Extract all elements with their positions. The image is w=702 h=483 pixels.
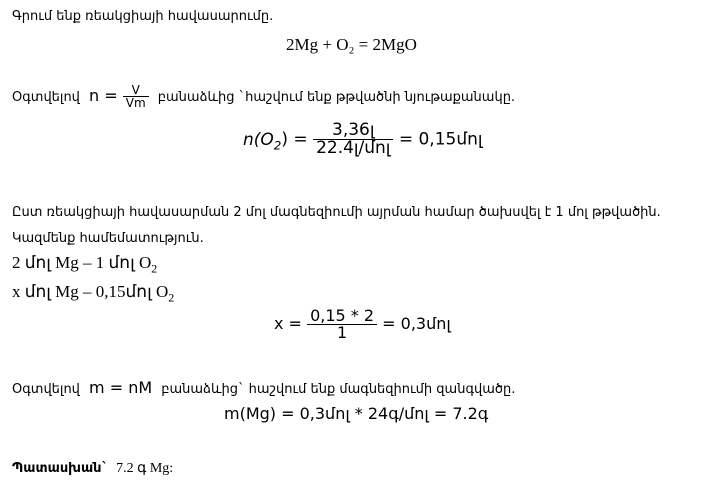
formula-line: [12, 84, 515, 109]
answer-value: 7.2 գ Mg:: [116, 461, 174, 476]
mass-formula: m = nM: [89, 378, 153, 397]
formula-fraction: [123, 84, 149, 109]
n-calc-denominator: 22.4լ/մոլ: [316, 138, 391, 158]
proportion-line-1: 2 մոլ Mg – 1 մոլ $O_2$: [12, 253, 158, 276]
formula-n: n =: [89, 86, 118, 105]
x-calc-lhs: x =: [274, 314, 302, 333]
formula-suffix: բանաձևից `հաշվում ենք թթվածնի նյութաքանակը.: [157, 90, 516, 105]
x-calc-rhs: = 0,3մոլ: [382, 314, 451, 333]
mass-suffix: բանաձևից` հաշվում ենք մագնեզիումի զանգվածը.: [161, 382, 516, 397]
answer-line: [12, 459, 173, 476]
n-calc-lhs-close: ) =: [281, 129, 308, 150]
proportion-line-2: x մոլ Mg – 0,15մոլ $O_2$: [12, 282, 175, 305]
formula-numerator: V: [123, 84, 149, 97]
mass-formula-line: [12, 380, 515, 396]
paragraph-proportion: Կազմենք համեմատություն.: [12, 231, 204, 246]
n-calc-rhs: = 0,15մոլ: [398, 129, 483, 150]
formula-denominator: Vm: [125, 96, 146, 110]
paragraph-ratio: Ըստ ռեակցիայի հավասարման 2 մոլ մագնեզիումի այրման համար ծախսվել է 1 մոլ թթվածին.: [12, 205, 661, 220]
x-calc-numerator: 0,15 * 2: [307, 308, 377, 325]
mass-prefix: Օգտվելով: [12, 382, 80, 397]
formula-prefix: Օգտվելով: [12, 90, 80, 105]
intro-text: Գրում ենք ռեակցիայի հավասարումը.: [12, 9, 274, 24]
reaction-equation: 2Mg + O₂ = 2MgO: [286, 35, 417, 54]
x-calc-fraction: [307, 308, 377, 341]
moles-calculation: [243, 122, 483, 157]
x-calc-denominator: 1: [336, 323, 348, 342]
answer-label: Պատասխան`: [12, 461, 109, 476]
n-calc-lhs: $n(O_2$: [243, 129, 282, 152]
mass-calculation: m(Mg) = 0,3մոլ * 24գ/մոլ = 7.2գ: [224, 404, 489, 423]
n-calc-fraction: [313, 122, 393, 157]
n-calc-numerator: 3,36լ: [313, 122, 393, 140]
x-calculation: [274, 308, 451, 341]
